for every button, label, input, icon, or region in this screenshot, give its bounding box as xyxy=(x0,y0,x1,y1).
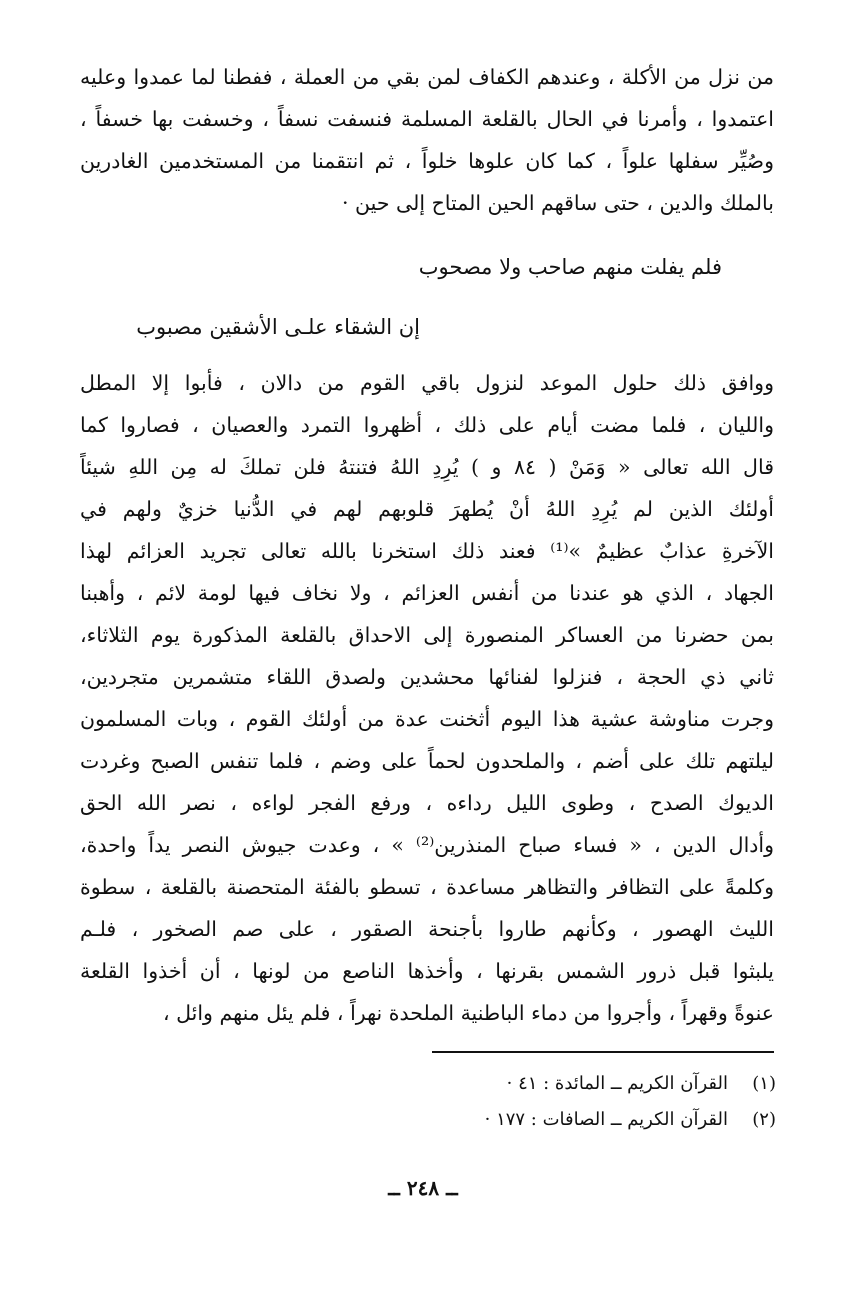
text-line: ثاني ذي الحجة ، فنزلوا لفنائها محشدين ولصدق اللقاء متشمرين متجردين، xyxy=(80,665,774,689)
text-line: اعتمدوا ، وأمرنا في الحال بالقلعة المسلمة فنسفت نسفاً ، وخسفت بها خسفاً ، xyxy=(80,107,774,131)
paragraph-1 xyxy=(80,56,774,224)
footnote-mark: (٢) xyxy=(752,1109,776,1130)
text-line: بالملك والدين ، حتى ساقهم الحين المتاح إلى حين · xyxy=(342,191,774,215)
text-line: ليلتهم تلك على أضم ، والملحدون لحماً على وضم ، فلما تنفس الصبح وغردت xyxy=(80,749,774,773)
text-line: قال الله تعالى « وَمَنْ ( ٨٤ و ) يُرِدِ اللهُ فتنتهُ فلن تملكَ له مِن اللهِ شيئاً xyxy=(80,455,774,479)
verse-first-half: فلم يفلت منهم صاحب ولا مصحوب xyxy=(418,255,722,279)
text-line: الآخرةِ عذابٌ عظيمٌ »⁽¹⁾ فعند ذلك استخرنا بالله تعالى تجريد العزائم لهذا xyxy=(80,539,774,563)
text-line: وصُيِّر سفلها علواً ، كما كان علوها خلواً ، ثم انتقمنا من المستخدمين الغادرين xyxy=(80,149,774,173)
text-line: عنوةً وقهراً ، وأجروا من دماء الباطنية الملحدة نهراً ، فلم يئل منهم وائل ، xyxy=(163,1001,774,1025)
text-line: يلبثوا قبل ذرور الشمس بقرنها ، وأخذها الناصع من لونها ، أن أخذوا القلعة xyxy=(80,959,774,983)
text-line: من نزل من الأكلة ، وعندهم الكفاف لمن بقي من العملة ، ففطنا لما عمدوا وعليه xyxy=(80,65,774,89)
text-line: الجهاد ، الذي هو عندنا من أنفس العزائم ، ولا نخاف فيها لومة لائم ، وأهبنا xyxy=(80,581,774,605)
footnote-2 xyxy=(485,1104,776,1136)
footnote-divider xyxy=(432,1051,774,1053)
verse-second-half: إن الشقاء علـى الأشقين مصبوب xyxy=(136,315,420,339)
footnote-text: القرآن الكريم ــ المائدة : ٤١ · xyxy=(506,1073,728,1094)
text-line: ووافق ذلك حلول الموعد لنزول باقي القوم من دالان ، فأبوا إلا المطل xyxy=(80,371,774,395)
footnote-text: القرآن الكريم ــ الصافات : ١٧٧ · xyxy=(484,1109,728,1130)
text-line: الليث الهصور ، وكأنهم طاروا بأجنحة الصقور ، على صم الصخور ، فلـم xyxy=(80,917,774,941)
text-line: الديوك الصدح ، وطوى الليل رداءه ، ورفع الفجر لواءه ، نصر الله الحق xyxy=(80,791,774,815)
text-line: وجرت مناوشة عشية هذا اليوم أثخنت عدة من أولئك القوم ، وبات المسلمون xyxy=(80,707,774,731)
text-line: بمن حضرنا من العساكر المنصورة إلى الاحداق بالقلعة المذكورة يوم الثلاثاء، xyxy=(80,623,774,647)
text-line: وكلمةً على التظافر والتظاهر مساعدة ، تسطو بالفئة المتحصنة بالقلعة ، سطوة xyxy=(80,875,774,899)
footnote-1 xyxy=(507,1068,776,1100)
text-line: أولئك الذين لم يُرِدِ اللهُ أنْ يُطهرَ قلوبهم لهم في الدُّنيا خزيٌ ولهم في xyxy=(80,497,774,521)
text-line: والليان ، فلما مضت أيام على ذلك ، أظهروا التمرد والعصيان ، فصاروا كما xyxy=(80,413,774,437)
page-number: ــ ٢٤٨ ــ xyxy=(388,1176,458,1200)
text-line: وأدال الدين ، « فساء صباح المنذرين⁽²⁾ » ، وعدت جيوش النصر يداً واحدة، xyxy=(80,833,774,857)
paragraph-2 xyxy=(80,362,774,1034)
footnote-mark: (١) xyxy=(752,1073,776,1094)
